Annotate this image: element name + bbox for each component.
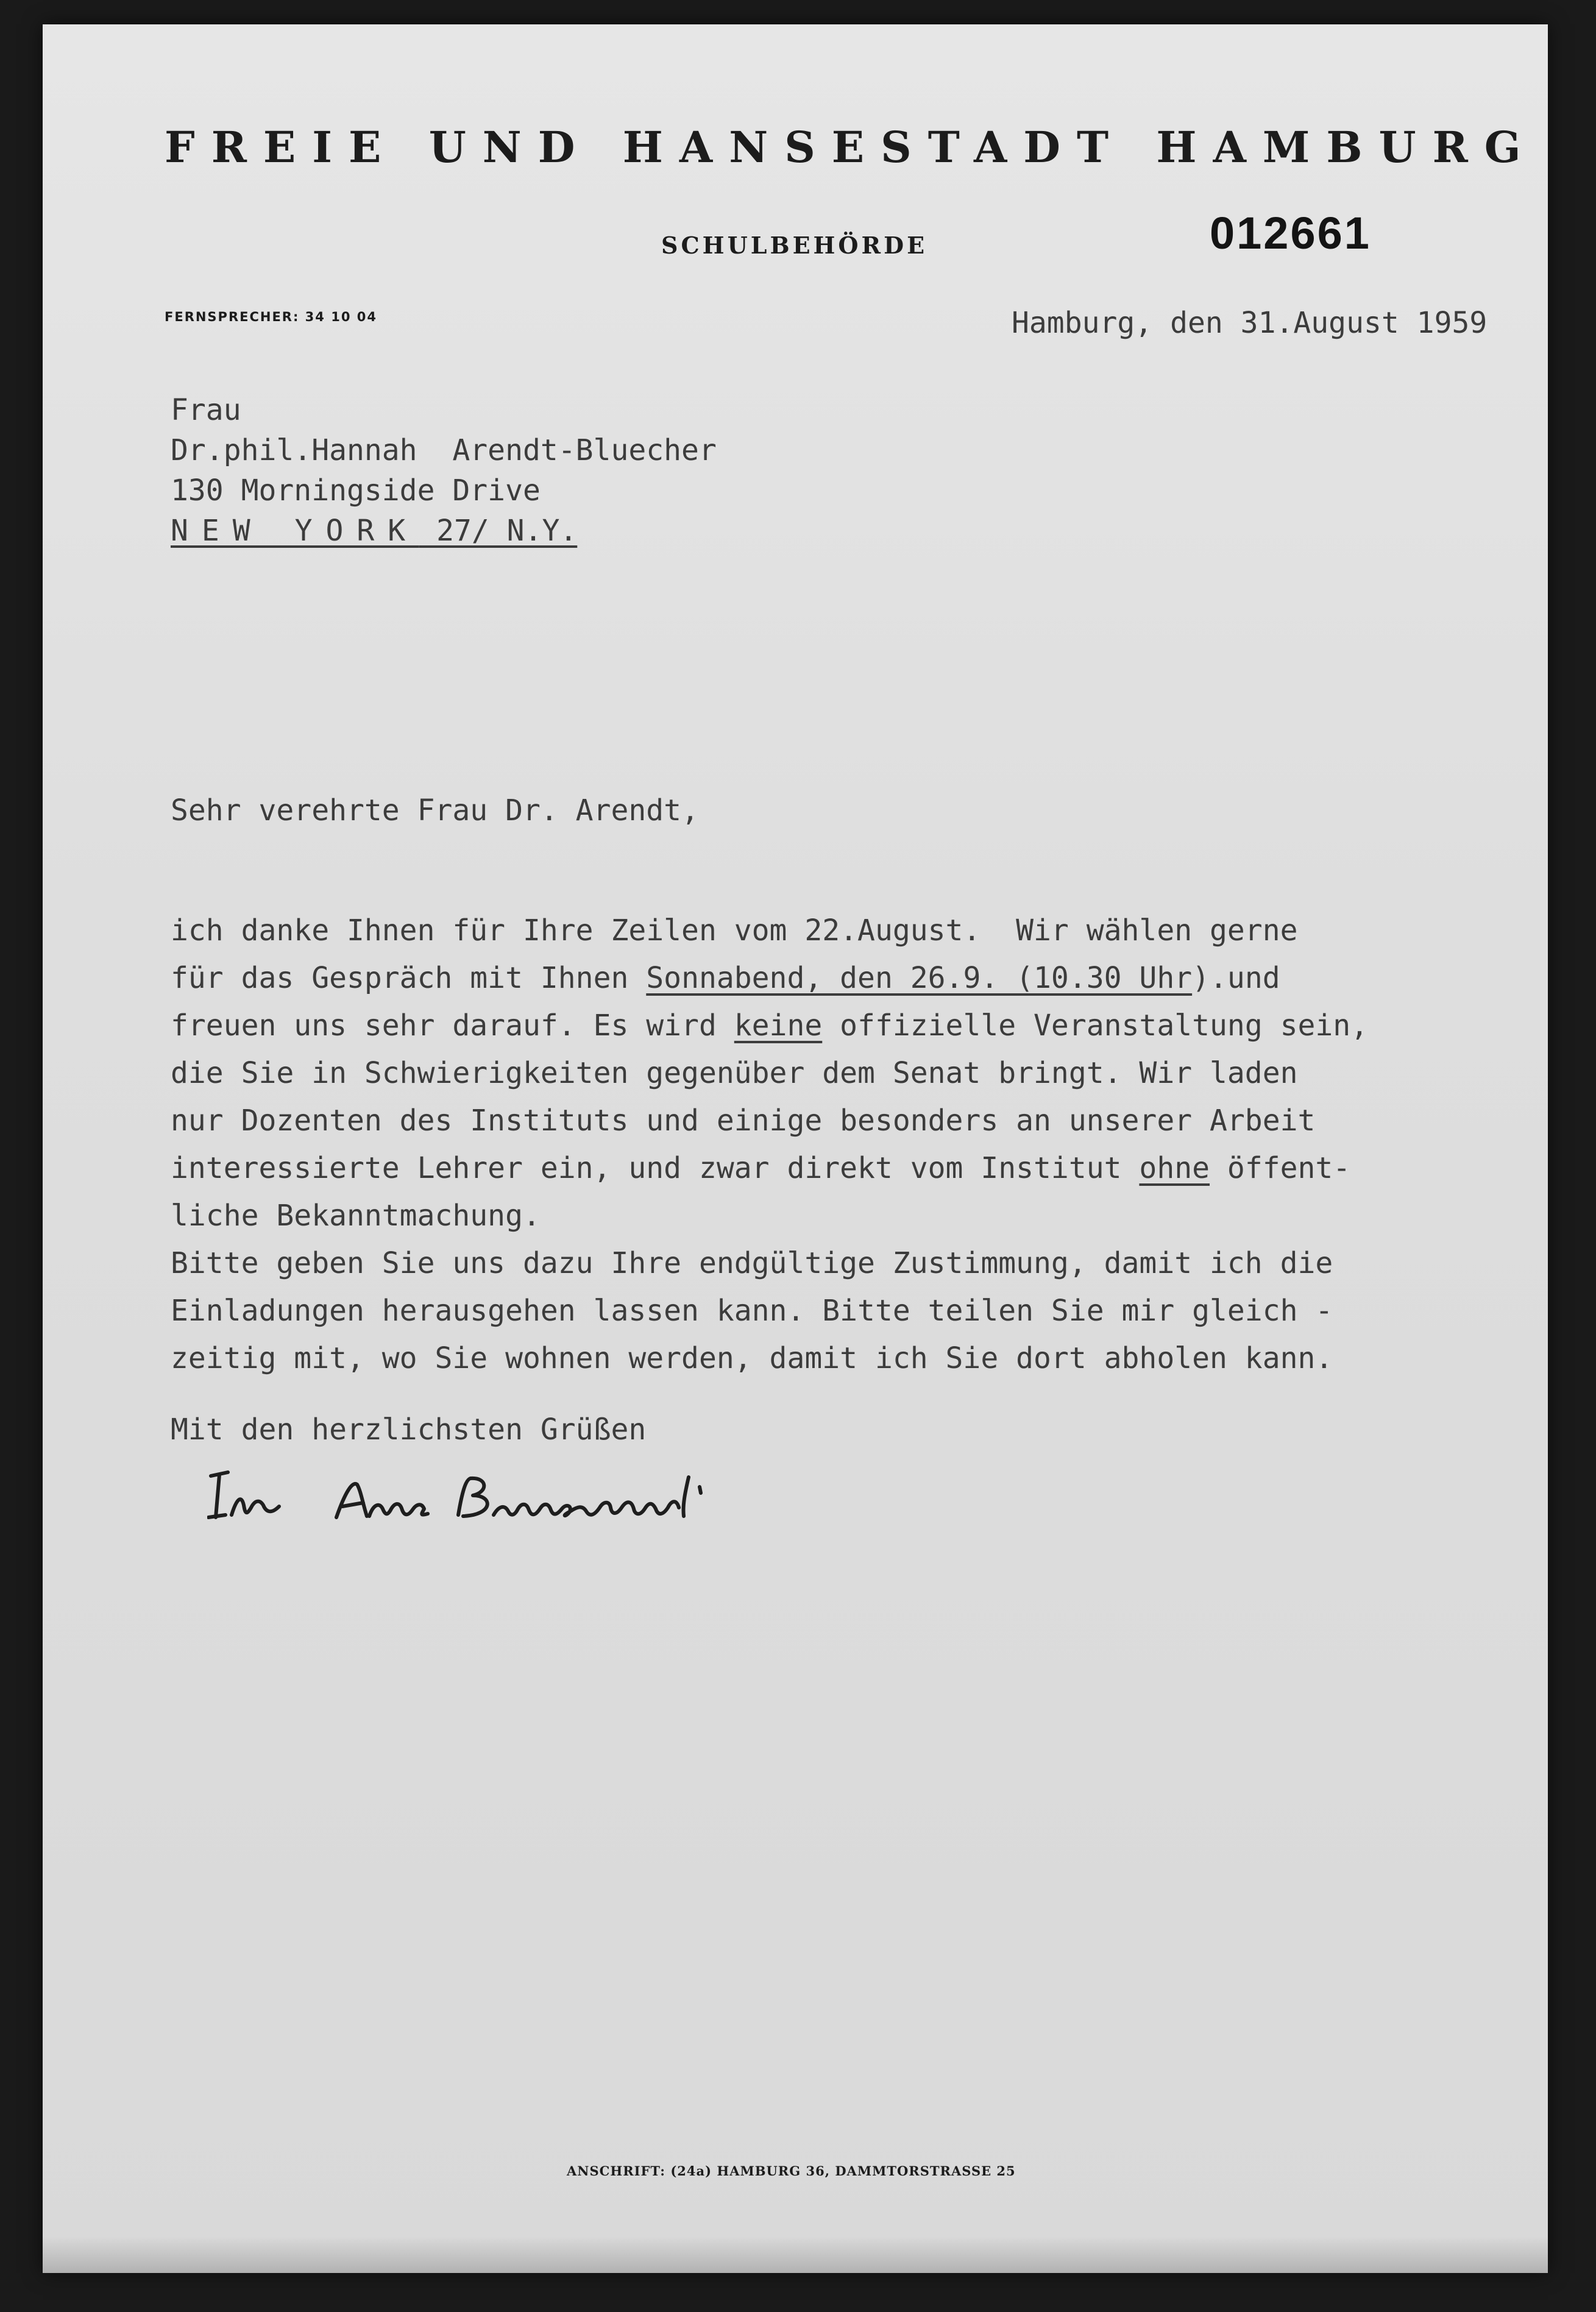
body-line-6-start: interessierte Lehrer ein, und zwar direkt vom Institut <box>171 1151 1140 1185</box>
body-line-6-underlined: ohne <box>1139 1151 1210 1185</box>
body-line-10: zeitig mit, wo Sie wohnen werden, damit ich Sie dort abholen kann. <box>171 1341 1333 1375</box>
signature-strokes <box>208 1472 701 1517</box>
letterhead-authority: SCHULBEHÖRDE <box>661 232 928 259</box>
recipient-address <box>171 390 717 551</box>
closing: Mit den herzlichsten Grüßen <box>171 1413 647 1447</box>
letter-date: Hamburg, den 31.August 1959 <box>1012 306 1488 340</box>
recipient-line-2: Dr.phil.Hannah Arendt-Bluecher <box>171 433 717 467</box>
document-number: 012661 <box>1210 208 1371 258</box>
recipient-line-1: Frau <box>171 393 241 427</box>
body-line-7: liche Bekanntmachung. <box>171 1199 541 1233</box>
body-line-5: nur Dozenten des Instituts und einige besonders an unserer Arbeit <box>171 1104 1316 1138</box>
body-line-6 <box>171 1144 1530 1192</box>
body-line-2-start: für das Gespräch mit Ihnen <box>171 961 647 995</box>
body-line-8: Bitte geben Sie uns dazu Ihre endgültige Zustimmung, damit ich die <box>171 1246 1333 1280</box>
body-line-4: die Sie in Schwierigkeiten gegenüber dem Senat bringt. Wir laden <box>171 1056 1298 1090</box>
letterhead-title: FREIE UND HANSESTADT HAMBURG <box>165 122 1537 172</box>
body-line-2-underlined: Sonnabend, den 26.9. (10.30 Uhr <box>646 961 1193 995</box>
signature-stroke-ihre <box>208 1472 279 1517</box>
phone-number: FERNSPRECHER: 34 10 04 <box>165 310 377 324</box>
body-line-6-end: öffent- <box>1210 1151 1351 1185</box>
recipient-city-name: NEW YORK <box>171 514 419 548</box>
body-line-2-end: ).und <box>1192 961 1280 995</box>
letter-page <box>43 24 1548 2273</box>
body-line-9: Einladungen herausgehen lassen kann. Bitte teilen Sie mir gleich - <box>171 1294 1333 1328</box>
handwritten-signature <box>207 1456 792 1530</box>
body-line-2 <box>171 954 1530 1002</box>
signature-stroke-banaschewski <box>458 1477 701 1516</box>
salutation: Sehr verehrte Frau Dr. Arendt, <box>171 793 699 828</box>
letter-body <box>171 907 1530 1382</box>
body-line-3 <box>171 1002 1530 1049</box>
recipient-city <box>171 511 717 551</box>
body-line-3-end: offizielle Veranstaltung sein, <box>822 1009 1369 1043</box>
body-line-3-underlined: keine <box>734 1009 823 1043</box>
body-line-3-start: freuen uns sehr darauf. Es wird <box>171 1009 734 1043</box>
recipient-line-3: 130 Morningside Drive <box>171 473 541 508</box>
signature-stroke-anne <box>336 1484 428 1517</box>
footer-address: ANSCHRIFT: (24a) HAMBURG 36, DAMMTORSTRASSE 25 <box>567 2163 1016 2179</box>
recipient-city-spaced <box>171 514 577 548</box>
recipient-city-tail: 27/ N.Y. <box>419 514 578 548</box>
body-line-1: ich danke Ihnen für Ihre Zeilen vom 22.August. Wir wählen gerne <box>171 913 1298 948</box>
